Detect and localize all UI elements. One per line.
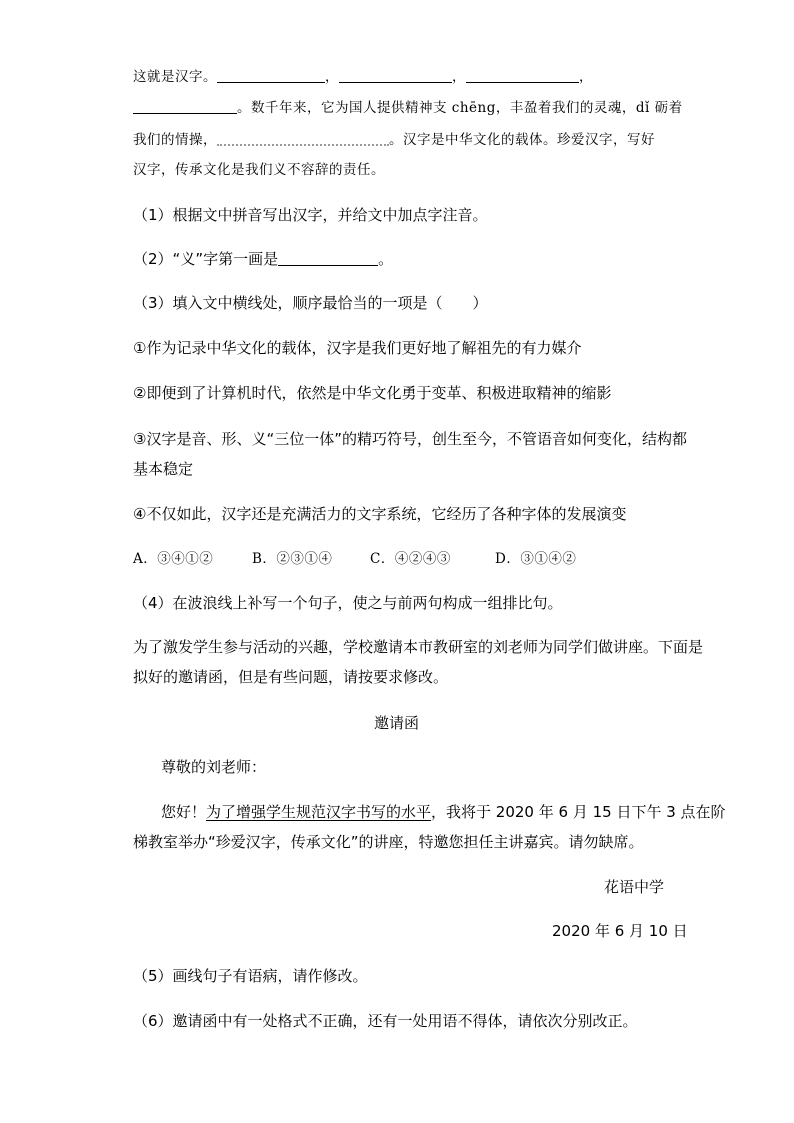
- passage-line-2: [133, 99, 683, 117]
- passage-comma: ，: [579, 69, 593, 85]
- sentence-3-line-1: ③汉字是音、形、义“三位一体”的精巧符号，创生至今，不管语音如何变化，结构都: [133, 430, 687, 448]
- sentence-1: ①作为记录中华文化的载体，汉字是我们更好地了解祖先的有力媒介: [133, 339, 582, 357]
- sentence-4: ④不仅如此，汉字还是充满活力的文字系统，它经历了各种字体的发展演变: [133, 505, 627, 523]
- passage-text: 。数千年来，它为国人提供精神支 chēng，丰盈着我们的灵魂，dǐ 砺着: [237, 100, 683, 116]
- wavy-answer-line[interactable]: [217, 130, 389, 146]
- question-6: （6）邀请函中有一处格式不正确，还有一处用语不得体，请依次分别改正。: [133, 1012, 638, 1030]
- question-2-end: 。: [378, 250, 394, 268]
- passage-text: 。汉字是中华文化的载体。珍爱汉字，写好: [389, 132, 655, 148]
- answer-blank-3[interactable]: [466, 68, 579, 83]
- answer-blank-1[interactable]: [217, 68, 325, 83]
- question-4: （4）在波浪线上补写一个句子，使之与前两句构成一组排比句。: [133, 594, 563, 612]
- question-1: （1）根据文中拼音写出汉字，并给文中加点字注音。: [133, 206, 488, 224]
- answer-blank-4[interactable]: [133, 99, 237, 114]
- letter-title: 邀请函: [374, 714, 420, 732]
- question-2: [133, 250, 393, 268]
- option-b[interactable]: B．②③①④: [252, 551, 333, 567]
- option-d[interactable]: D．③①④②: [495, 551, 577, 567]
- letter-body-line-2: 梯教室举办“珍爱汉字，传承文化”的讲座，特邀您担任主讲嘉宾。请勿缺席。: [133, 833, 644, 851]
- letter-salutation: 尊敬的刘老师：: [161, 758, 267, 776]
- underlined-sentence: 为了增强学生规范汉字书写的水平: [206, 803, 432, 821]
- letter-body-line-1: [161, 803, 726, 821]
- passage-line-3: [133, 130, 655, 149]
- answer-blank-q2[interactable]: [278, 251, 378, 266]
- question-2-text: （2）“义”字第一画是: [133, 250, 279, 268]
- intro-line-2: 拟好的邀请函，但是有些问题，请按要求修改。: [133, 668, 449, 686]
- letter-signature: 花语中学: [604, 878, 665, 896]
- question-3: （3）填入文中横线处，顺序最恰当的一项是（ ）: [133, 294, 488, 312]
- letter-body-text: ，我将于 2020 年 6 月 15 日下午 3 点在阶: [431, 803, 726, 821]
- letter-greeting: 您好！: [161, 803, 207, 821]
- option-c[interactable]: C．④②④③: [370, 551, 451, 567]
- passage-comma: ，: [325, 69, 339, 85]
- intro-line-1: 为了激发学生参与活动的兴趣，学校邀请本市教研室的刘老师为同学们做讲座。下面是: [133, 638, 704, 656]
- passage-comma: ，: [452, 69, 466, 85]
- sentence-3-line-2: 基本稳定: [133, 460, 194, 478]
- option-a[interactable]: A．③④①②: [133, 551, 214, 567]
- passage-text: 我们的情操，: [133, 132, 217, 148]
- letter-date: 2020 年 6 月 10 日: [552, 922, 688, 940]
- passage-text: 这就是汉字。: [133, 69, 217, 85]
- passage-line-1: [133, 68, 593, 86]
- question-5: （5）画线句子有语病，请作修改。: [133, 967, 368, 985]
- answer-blank-2[interactable]: [339, 68, 452, 83]
- passage-line-4: [133, 161, 385, 179]
- sentence-2: ②即便到了计算机时代，依然是中华文化勇于变革、积极进取精神的缩影: [133, 384, 612, 402]
- passage-text: 汉字，传承文化是我们义不容辞的责任。: [133, 162, 385, 178]
